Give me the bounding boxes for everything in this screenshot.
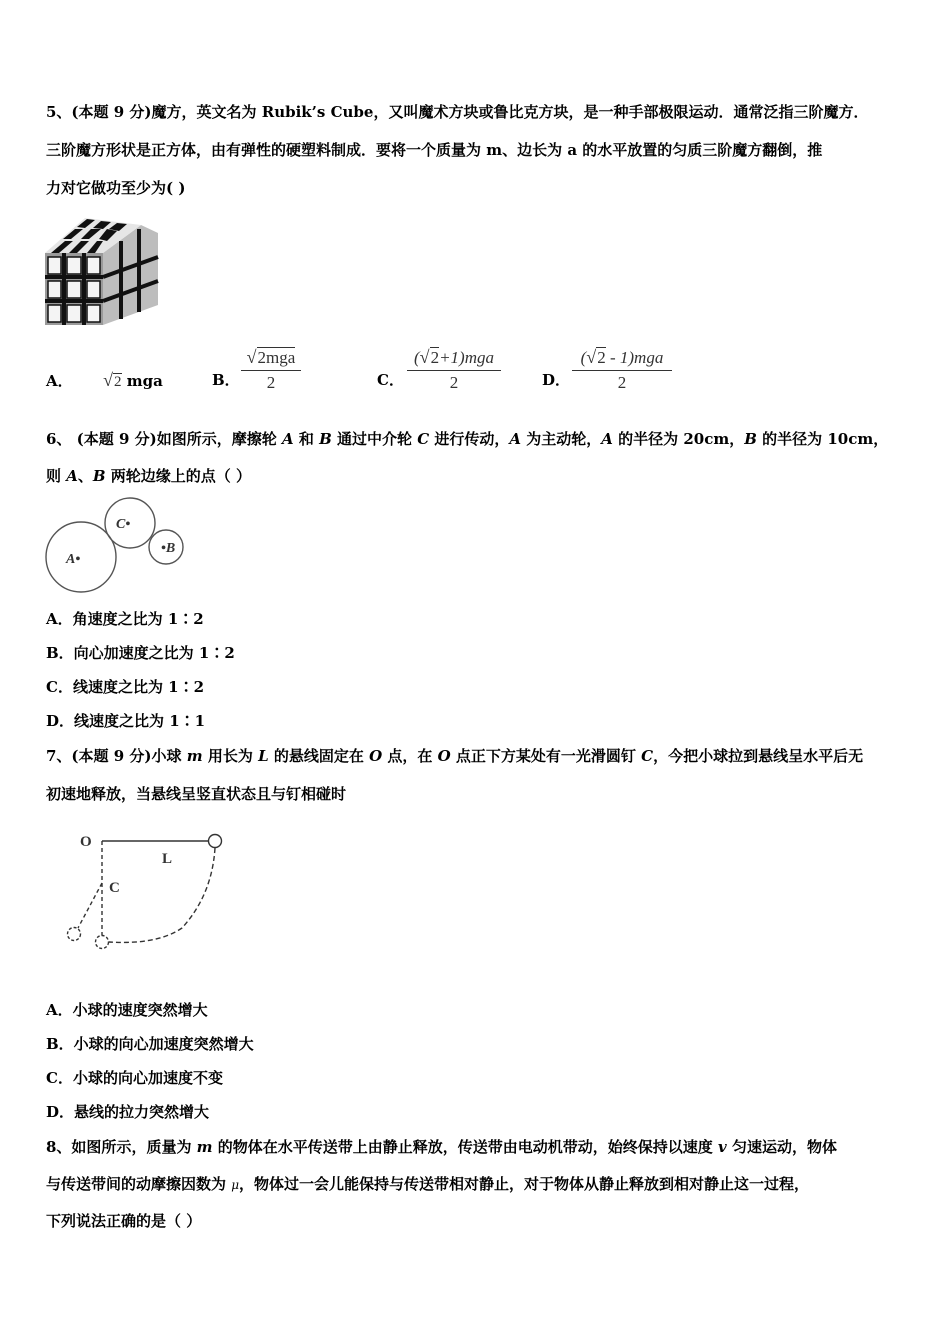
length-l-label: L xyxy=(162,851,173,867)
q7-option-c[interactable]: C．小球的向心加速度不变 xyxy=(46,1069,223,1087)
q5-line-1: 5、(本题 9 分)魔方，英文名为 Rubik’s Cube，又叫魔术方块或鲁比克方块，是一种手部极限运动．通常泛指三阶魔方． xyxy=(46,103,869,121)
q5-option-b-label[interactable]: B． xyxy=(212,371,240,389)
radicand: 2 xyxy=(114,374,122,390)
q8-line-1: 8、如图所示，质量为 m 的物体在水平传送带上由静止释放，传送带由电动机带动，始终保持以速度 v 匀速运动，物体 xyxy=(46,1138,837,1156)
wheel-a-label: A• xyxy=(66,552,81,567)
wheel-b-label: •B xyxy=(161,541,176,556)
q6-option-d[interactable]: D．线速度之比为 1∶1 xyxy=(46,712,206,730)
sqrt-symbol: √ xyxy=(103,370,113,390)
q5-line-3: 力对它做功至少为( ) xyxy=(46,179,186,197)
point-o-label: O xyxy=(80,834,92,850)
q5-option-c-fraction: (√2+1)mga 2 xyxy=(407,347,501,393)
option-label: A． xyxy=(46,372,73,390)
q5-option-d-label[interactable]: D． xyxy=(542,371,571,389)
q6-line-1: 6、 (本题 9 分)如图所示，摩擦轮 A 和 B 通过中介轮 C 进行传动，A 为主动轮，A 的半径为 20cm，B 的半径为 10cm， xyxy=(46,430,889,448)
q6-line-2: 则 A、B 两轮边缘上的点（ ） xyxy=(46,467,252,485)
q7-option-a[interactable]: A．小球的速度突然增大 xyxy=(46,1001,208,1019)
q7-option-b[interactable]: B．小球的向心加速度突然增大 xyxy=(46,1035,254,1053)
q5-option-d-fraction: (√2 - 1)mga 2 xyxy=(572,347,672,393)
denominator: 2 xyxy=(617,373,627,392)
q6-option-a[interactable]: A．角速度之比为 1∶2 xyxy=(46,610,204,628)
q5-option-c-label[interactable]: C． xyxy=(377,371,404,389)
q6-option-b[interactable]: B．向心加速度之比为 1∶2 xyxy=(46,644,235,662)
nail-c-label: C xyxy=(109,880,120,896)
radicand: 2 xyxy=(597,348,606,367)
q7-line-2: 初速地释放，当悬线呈竖直状态且与钉相碰时 xyxy=(46,785,347,803)
q5-option-a[interactable] xyxy=(46,370,163,392)
q8-line-3: 下列说法正确的是（ ） xyxy=(46,1212,202,1230)
numerator-tail: - 1)mga xyxy=(605,348,664,367)
q5-option-b-fraction: √2mga 2 xyxy=(241,347,301,393)
pendulum-figure xyxy=(62,825,232,957)
wheel-c-label: C• xyxy=(116,517,131,532)
paren: ( xyxy=(414,348,420,367)
rubiks-cube-figure xyxy=(45,213,160,325)
q8-line-2: 与传送带间的动摩擦因数为 μ，物体过一会儿能保持与传送带相对静止，对于物体从静止释放到相对静止这一过程， xyxy=(46,1175,810,1193)
denominator: 2 xyxy=(266,373,276,392)
q7-option-d[interactable]: D．悬线的拉力突然增大 xyxy=(46,1103,210,1121)
paren: ( xyxy=(580,348,587,367)
radicand: 2 xyxy=(430,348,440,367)
q7-line-1: 7、(本题 9 分)小球 m 用长为 L 的悬线固定在 O 点，在 O 点正下方某处有一光滑圆钉 C，今把小球拉到悬线呈水平后无 xyxy=(46,747,864,765)
q5-line-2: 三阶魔方形状是正方体，由有弹性的硬塑料制成．要将一个质量为 m、边长为 a 的水平放置的匀质三阶魔方翻倒，推 xyxy=(46,141,823,159)
denominator: 2 xyxy=(449,373,459,392)
numerator: 2mga xyxy=(257,348,296,367)
friction-wheels-figure xyxy=(40,495,190,597)
q6-option-c[interactable]: C．线速度之比为 1∶2 xyxy=(46,678,205,696)
numerator-tail: +1)mga xyxy=(439,348,494,367)
mu-symbol: μ xyxy=(231,1178,240,1192)
option-tail: mga xyxy=(126,372,163,390)
